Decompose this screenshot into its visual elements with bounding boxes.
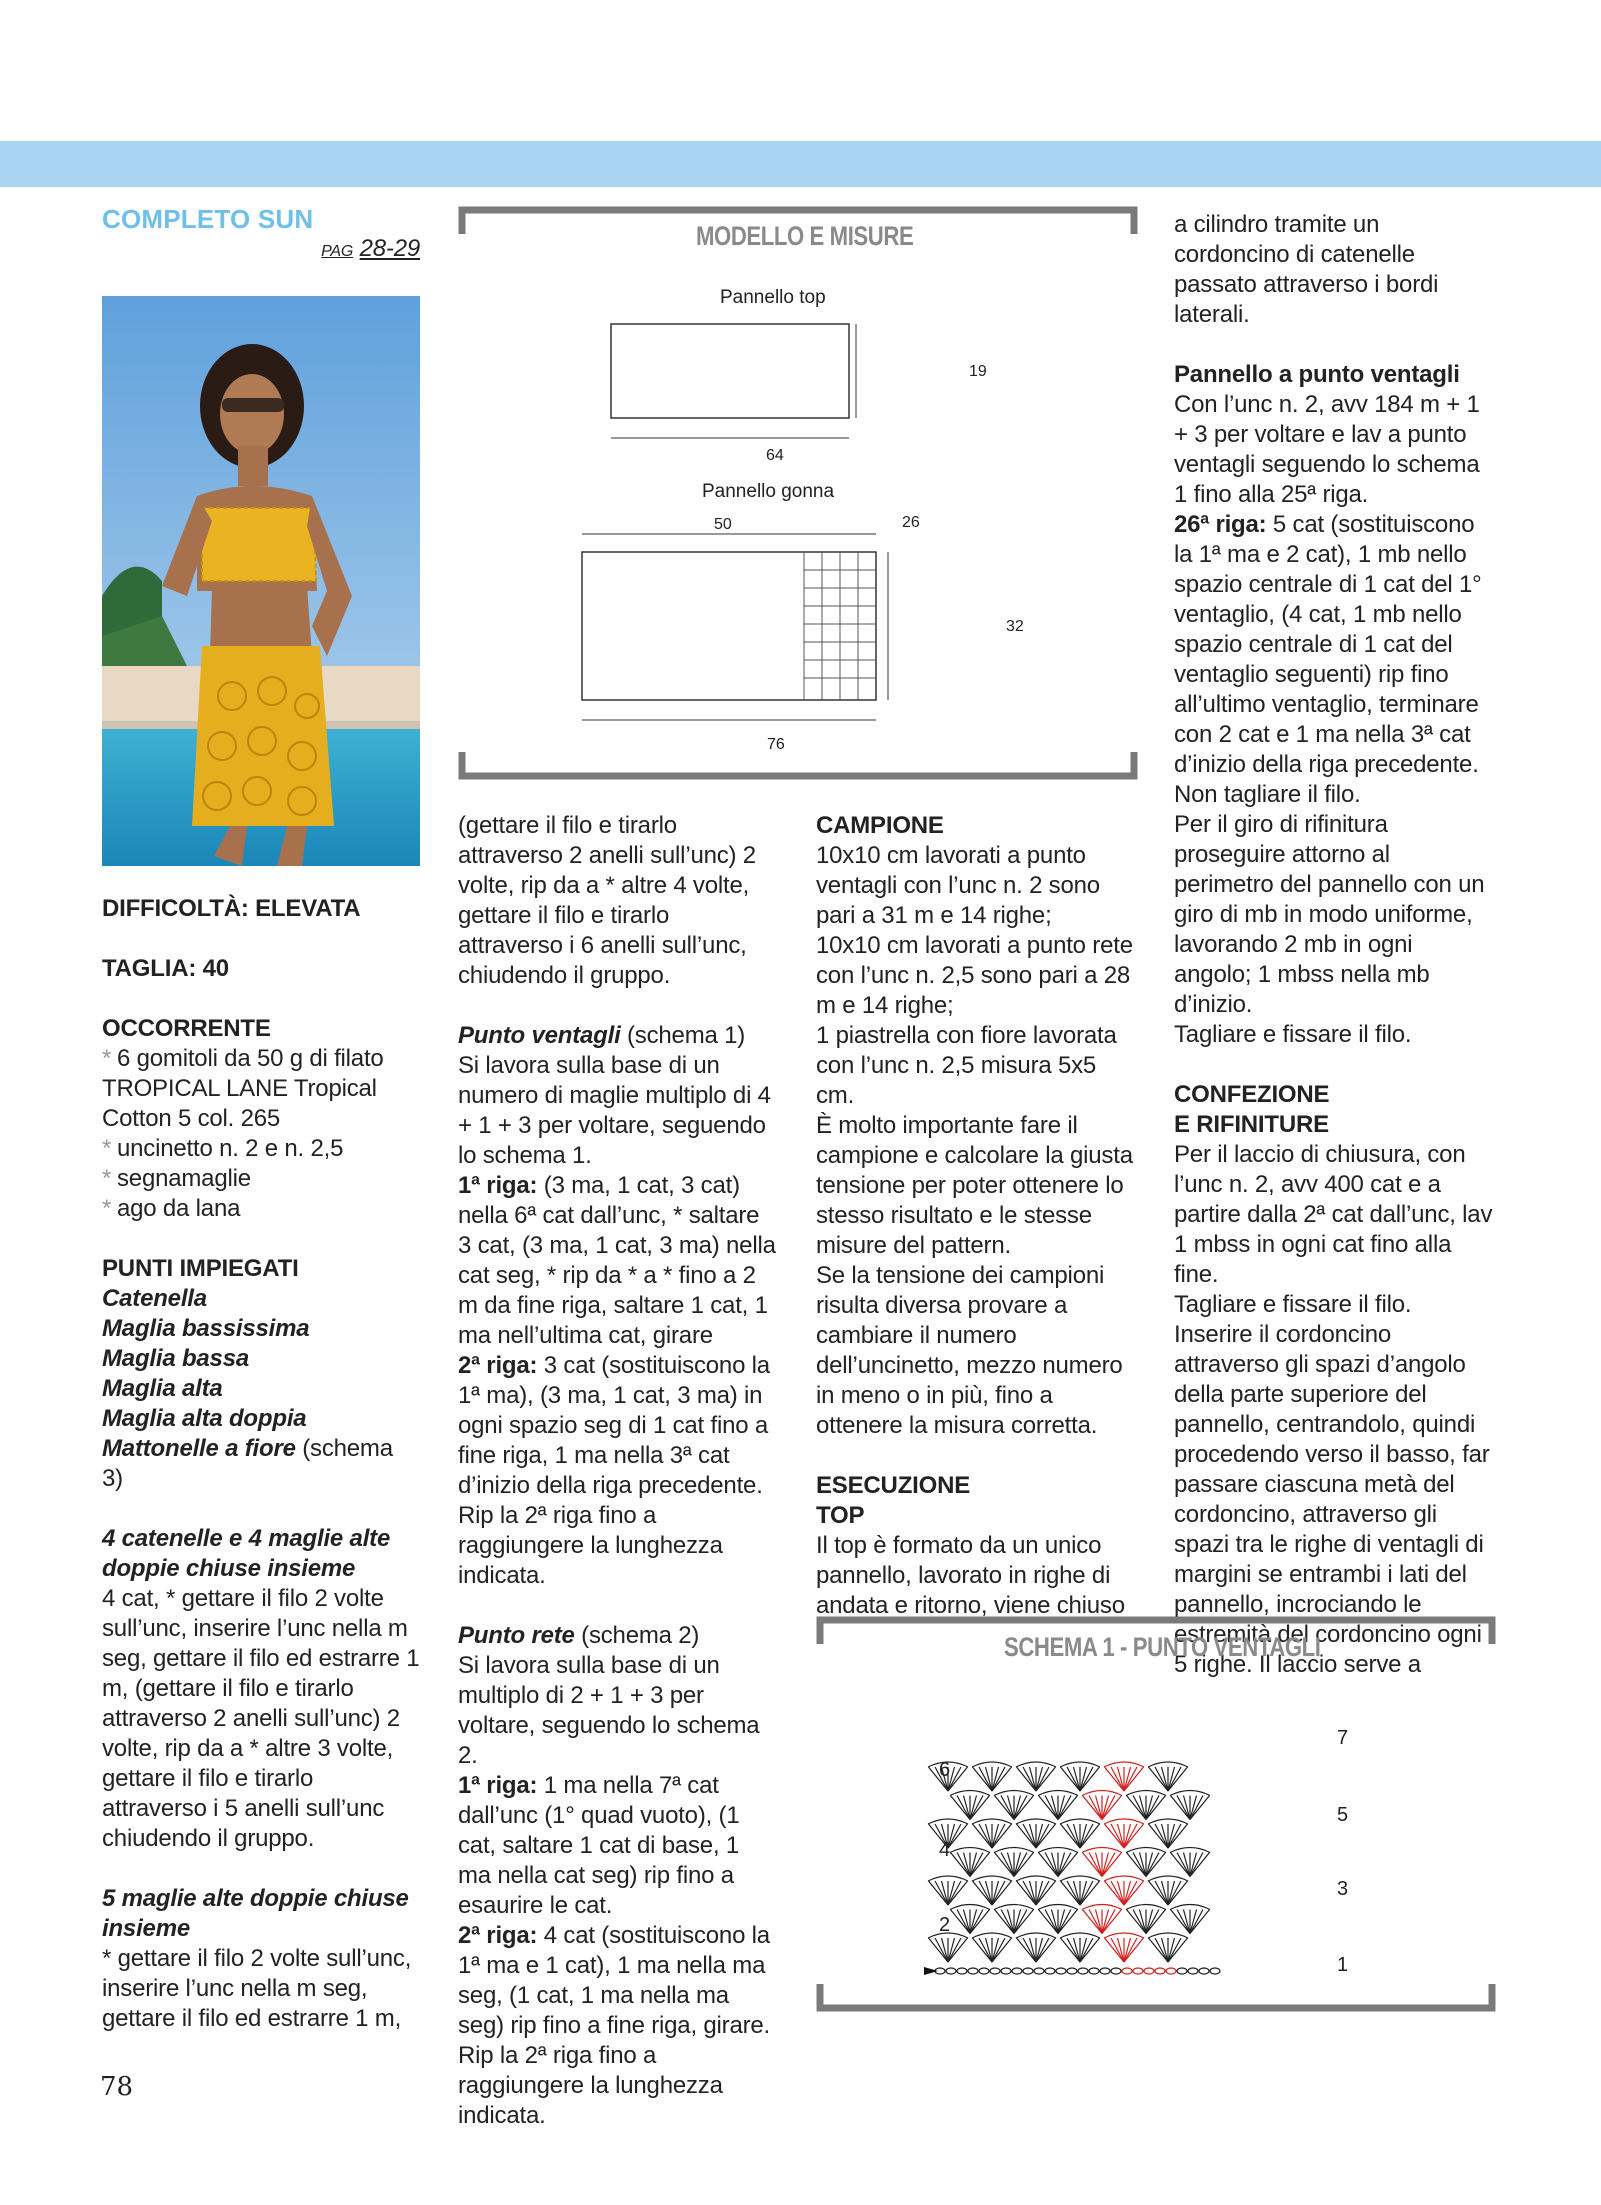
stitch-item: Catenella: [102, 1285, 207, 1312]
chain-stitch: [1144, 1968, 1154, 1974]
materials-heading: OCCORRENTE: [102, 1015, 271, 1042]
chain-stitch: [968, 1968, 978, 1974]
chain-stitch: [1034, 1968, 1044, 1974]
stitch-def-title: 4 catenelle e 4 maglie alte doppie chiuse insieme: [102, 1525, 391, 1582]
page-number: 78: [100, 2072, 134, 2102]
paragraph: Se la tensione dei campioni risulta diversa provare a cambiare il numero dell’uncinetto, mezzo numero in meno o in più, fino a ottenere la misura corretta.: [816, 1262, 1123, 1439]
chain-stitch: [990, 1968, 1000, 1974]
column-4: [1174, 210, 1494, 1680]
fan-stitch: [1082, 1905, 1122, 1934]
fan-stitch: [1126, 1905, 1166, 1934]
paragraph: 1 piastrella con fiore lavorata con l’unc n. 2,5 misura 5x5 cm.: [816, 1022, 1117, 1109]
fan-stitch: [1126, 1791, 1166, 1820]
fan-stitch: [1170, 1791, 1210, 1820]
column-3: [816, 811, 1136, 1621]
fan-stitch: [1104, 1762, 1144, 1791]
paragraph: Tagliare e fissare il filo.: [1174, 1291, 1412, 1318]
fan-stitch: [1126, 1848, 1166, 1877]
paragraph: È molto importante fare il campione e calcolare la giusta tensione per poter ottenere lo stesso risultato e le stesse misure del pattern.: [816, 1112, 1133, 1259]
fan-stitch: [928, 1876, 968, 1905]
fan-stitch: [950, 1791, 990, 1820]
fan-stitch: [1038, 1791, 1078, 1820]
materials-item: * uncinetto n. 2 e n. 2,5: [102, 1135, 344, 1162]
fan-stitch: [972, 1933, 1012, 1962]
row-instruction: 1ª riga: 1 ma nella 7ª cat dall’unc (1° quad vuoto), (1 cat, saltare 1 cat di base, 1 ma nella cat seg) rip fino a esaurire le cat.: [458, 1772, 740, 1919]
row-label: 6: [939, 1759, 951, 1781]
stitches-heading: PUNTI IMPIEGATI: [102, 1255, 299, 1282]
fan-stitch: [1016, 1933, 1056, 1962]
stitch-item: Maglia alta: [102, 1375, 223, 1402]
top-heading: TOP: [816, 1502, 865, 1529]
row-instruction: 2ª riga: 4 cat (sostituiscono la 1ª ma e 1 cat), 1 ma nella ma seg, (1 cat, 1 ma nella ma seg) rip fino a fine riga, girare.: [458, 1922, 771, 2039]
stitch-item: Mattonelle a fiore (schema 3): [102, 1435, 393, 1492]
chain-stitch: [979, 1968, 989, 1974]
fan-stitch: [1016, 1819, 1056, 1848]
stitch-item: Maglia alta doppia: [102, 1405, 307, 1432]
row-instruction: 26ª riga: 5 cat (sostituiscono la 1ª ma e 2 cat), 1 mb nello spazio centrale di 1 cat del 1° ventaglio, (4 cat, 1 mb nello spazio centrale di 1 cat del ventaglio seguenti) rip fino all’ultimo ventaglio, terminare con 2 cat e 1 ma nella 3ª cat d’inizio della riga precedente.: [1174, 511, 1482, 778]
top-width-label: 64: [766, 447, 784, 464]
stitch-def-text: 4 cat, * gettare il filo 2 volte sull’unc, inserire l’unc nella m seg, gettare il filo ed estrarre 1 m, (gettare il filo e tirarlo attraverso 2 anelli sull’unc) 2 volte, rip da a * altre 3 volte, gettare il filo e tirarlo attraverso i 5 anelli sull’unc chiudendo il gruppo.: [102, 1585, 420, 1852]
fan-stitch: [972, 1819, 1012, 1848]
fan-stitch: [994, 1905, 1034, 1934]
fan-stitch: [1148, 1819, 1188, 1848]
fan-stitch: [1060, 1762, 1100, 1791]
chain-stitch: [957, 1968, 967, 1974]
column-1: [102, 204, 420, 267]
top-panel-rect: [611, 324, 849, 418]
fan-stitch: [1148, 1933, 1188, 1962]
fan-stitch: [1082, 1791, 1122, 1820]
chain-stitch: [1166, 1968, 1176, 1974]
column-1-text: [102, 894, 420, 2034]
top-height-label: 19: [969, 363, 987, 380]
panel-heading: Pannello a punto ventagli: [1174, 361, 1460, 388]
chain-stitch: [1067, 1968, 1077, 1974]
chain-stitch: [1122, 1968, 1132, 1974]
skirt-w2-label: 26: [902, 514, 920, 531]
skirt-height-label: 32: [1006, 618, 1024, 635]
fan-stitch: [928, 1933, 968, 1962]
execution-heading: ESECUZIONE: [816, 1472, 971, 1499]
fan-stitch: [1016, 1876, 1056, 1905]
paragraph: Rip la 2ª riga fino a raggiungere la lunghezza indicata.: [458, 2042, 723, 2129]
finishing-heading: CONFEZIONE: [1174, 1081, 1330, 1108]
paragraph: Si lavora sulla base di un numero di maglie multiplo di 4 + 1 + 3 per voltare, seguendo lo schema 1.: [458, 1052, 771, 1169]
paragraph: a cilindro tramite un cordoncino di catenelle passato attraverso i bordi laterali.: [1174, 211, 1439, 328]
row-label: 1: [1337, 1954, 1349, 1976]
fan-stitch: [1038, 1905, 1078, 1934]
fan-stitch: [1016, 1762, 1056, 1791]
stitch-item: Maglia bassissima: [102, 1315, 310, 1342]
chain-stitch: [1023, 1968, 1033, 1974]
fan-stitch: [1170, 1905, 1210, 1934]
paragraph: Per il giro di rifinitura proseguire attorno al perimetro del pannello con un giro di mb in modo uniforme, lavorando 2 mb in ogni angolo; 1 mbss nella mb d’inizio.: [1174, 811, 1485, 1018]
chain-stitch: [1100, 1968, 1110, 1974]
row-label: 2: [939, 1914, 951, 1936]
fan-stitch: [1148, 1876, 1188, 1905]
fan-stitch: [972, 1876, 1012, 1905]
page-reference: PAG 28-29: [321, 235, 420, 262]
fan-stitch: [1104, 1876, 1144, 1905]
fan-stitch: [1104, 1933, 1144, 1962]
stitch-chart-box: [816, 1616, 1496, 2016]
stitch-heading: Punto ventagli (schema 1): [458, 1022, 746, 1049]
fan-stitch: [994, 1791, 1034, 1820]
row-label: 3: [1337, 1878, 1349, 1900]
fan-stitch: [972, 1762, 1012, 1791]
paragraph: Rip la 2ª riga fino a raggiungere la lunghezza indicata.: [458, 1502, 723, 1589]
materials-item: * 6 gomitoli da 50 g di filato TROPICAL LANE Tropical Cotton 5 col. 265: [102, 1045, 384, 1132]
chart-box-title: SCHEMA 1 - PUNTO VENTAGLI: [1004, 1632, 1321, 1662]
chain-stitch: [1188, 1968, 1198, 1974]
chain-stitch: [1089, 1968, 1099, 1974]
fan-stitch: [1060, 1933, 1100, 1962]
stitch-def-text: * gettare il filo 2 volte sull’unc, inserire l’unc nella m seg, gettare il filo ed estrarre 1 m,: [102, 1945, 412, 2032]
chain-stitch: [1111, 1968, 1121, 1974]
column-2: [458, 811, 778, 2131]
chain-stitch: [1199, 1968, 1209, 1974]
row-label: 5: [1337, 1804, 1349, 1826]
materials-item: * segnamaglie: [102, 1165, 251, 1192]
paragraph: (gettare il filo e tirarlo attraverso 2 anelli sull’unc) 2 volte, rip da a * altre 4 volte, gettare il filo e tirarlo attraverso i 6 anelli sull’unc, chiudendo il gruppo.: [458, 812, 756, 989]
skirt-panel-label: Pannello gonna: [702, 481, 835, 502]
chain-stitch: [1056, 1968, 1066, 1974]
top-color-band: [0, 141, 1601, 187]
paragraph: Inserire il cordoncino attraverso gli spazi d’angolo della parte superiore del pannello, centrandolo, quindi procedendo verso il basso, far passare ciascuna metà del cordoncino, attraverso gli spazi tra le righe di ventagli di margini se entrambi i lati del pannello, incrociando le estremità del cordoncino ogni 5 righe. Il laccio serve a: [1174, 1321, 1490, 1678]
paragraph: 10x10 cm lavorati a punto rete con l’unc n. 2,5 sono pari a 28 m e 14 righe;: [816, 932, 1133, 1019]
fan-stitch: [1060, 1876, 1100, 1905]
row-instruction: 1ª riga: (3 ma, 1 cat, 3 cat) nella 6ª cat dall’unc, * saltare 3 cat, (3 ma, 1 cat, 3 ma) nella cat seg, * rip da * a * fino a 2 m da fine riga, saltare 1 cat, 1 ma nell’ultima cat, girare: [458, 1172, 776, 1349]
size: TAGLIA: 40: [102, 955, 229, 982]
fan-stitch: [1082, 1848, 1122, 1877]
chain-stitch: [1177, 1968, 1187, 1974]
skirt-width-label: 76: [767, 736, 785, 753]
materials-item: * ago da lana: [102, 1195, 241, 1222]
chain-stitch: [1001, 1968, 1011, 1974]
stitch-def-title: 5 maglie alte doppie chiuse insieme: [102, 1885, 409, 1942]
chain-stitch: [1133, 1968, 1143, 1974]
paragraph: Si lavora sulla base di un multiplo di 2 + 1 + 3 per voltare, seguendo lo schema 2.: [458, 1652, 760, 1769]
start-arrow-icon: [924, 1967, 938, 1975]
model-photo-illustration: [102, 296, 420, 866]
paragraph: 10x10 cm lavorati a punto ventagli con l’unc n. 2 sono pari a 31 m e 14 righe;: [816, 842, 1100, 929]
paragraph: Con l’unc n. 2, avv 184 m + 1 + 3 per voltare e lav a punto ventagli seguendo lo schema 1 fino alla 25ª riga.: [1174, 391, 1480, 508]
row-label: 7: [1337, 1727, 1349, 1749]
model-box-title: MODELLO E MISURE: [696, 221, 914, 251]
fan-stitch: [994, 1848, 1034, 1877]
fan-stitch: [950, 1905, 990, 1934]
skirt-w1-label: 50: [714, 516, 732, 533]
paragraph: Il top è formato da un unico pannello, lavorato in righe di andata e ritorno, viene chiuso: [816, 1532, 1125, 1619]
page-title: COMPLETO SUN: [102, 204, 314, 234]
chain-stitch: [1045, 1968, 1055, 1974]
gauge-heading: CAMPIONE: [816, 812, 944, 839]
chain-stitch: [1078, 1968, 1088, 1974]
paragraph: Tagliare e fissare il filo.: [1174, 1021, 1412, 1048]
row-instruction: 2ª riga: 3 cat (sostituiscono la 1ª ma), (3 ma, 1 cat, 3 ma) in ogni spazio seg di 1 cat fino a fine riga, 1 ma nella 3ª cat d’inizio della riga precedente.: [458, 1352, 770, 1499]
fan-stitch: [950, 1848, 990, 1877]
chain-stitch: [1210, 1968, 1220, 1974]
model-photo: [102, 296, 420, 866]
stitch-heading: Punto rete (schema 2): [458, 1622, 700, 1649]
fan-stitch: [1104, 1819, 1144, 1848]
top-panel-label: Pannello top: [720, 287, 826, 308]
fan-stitch: [1148, 1762, 1188, 1791]
paragraph: Non tagliare il filo.: [1174, 781, 1361, 808]
fan-stitch: [1060, 1819, 1100, 1848]
fan-stitch: [1038, 1848, 1078, 1877]
chain-stitch: [1012, 1968, 1022, 1974]
fan-stitch: [1170, 1848, 1210, 1877]
stitch-item: Maglia bassa: [102, 1345, 250, 1372]
finishing-heading-2: E RIFINITURE: [1174, 1111, 1329, 1138]
chain-stitch: [946, 1968, 956, 1974]
chain-stitch: [1155, 1968, 1165, 1974]
paragraph: Per il laccio di chiusura, con l’unc n. 2, avv 400 cat e a partire dalla 2ª cat dall’unc, lav 1 mbss in ogni cat fino alla fine.: [1174, 1141, 1493, 1288]
row-label: 4: [939, 1839, 951, 1861]
difficulty: DIFFICOLTÀ: ELEVATA: [102, 895, 361, 922]
